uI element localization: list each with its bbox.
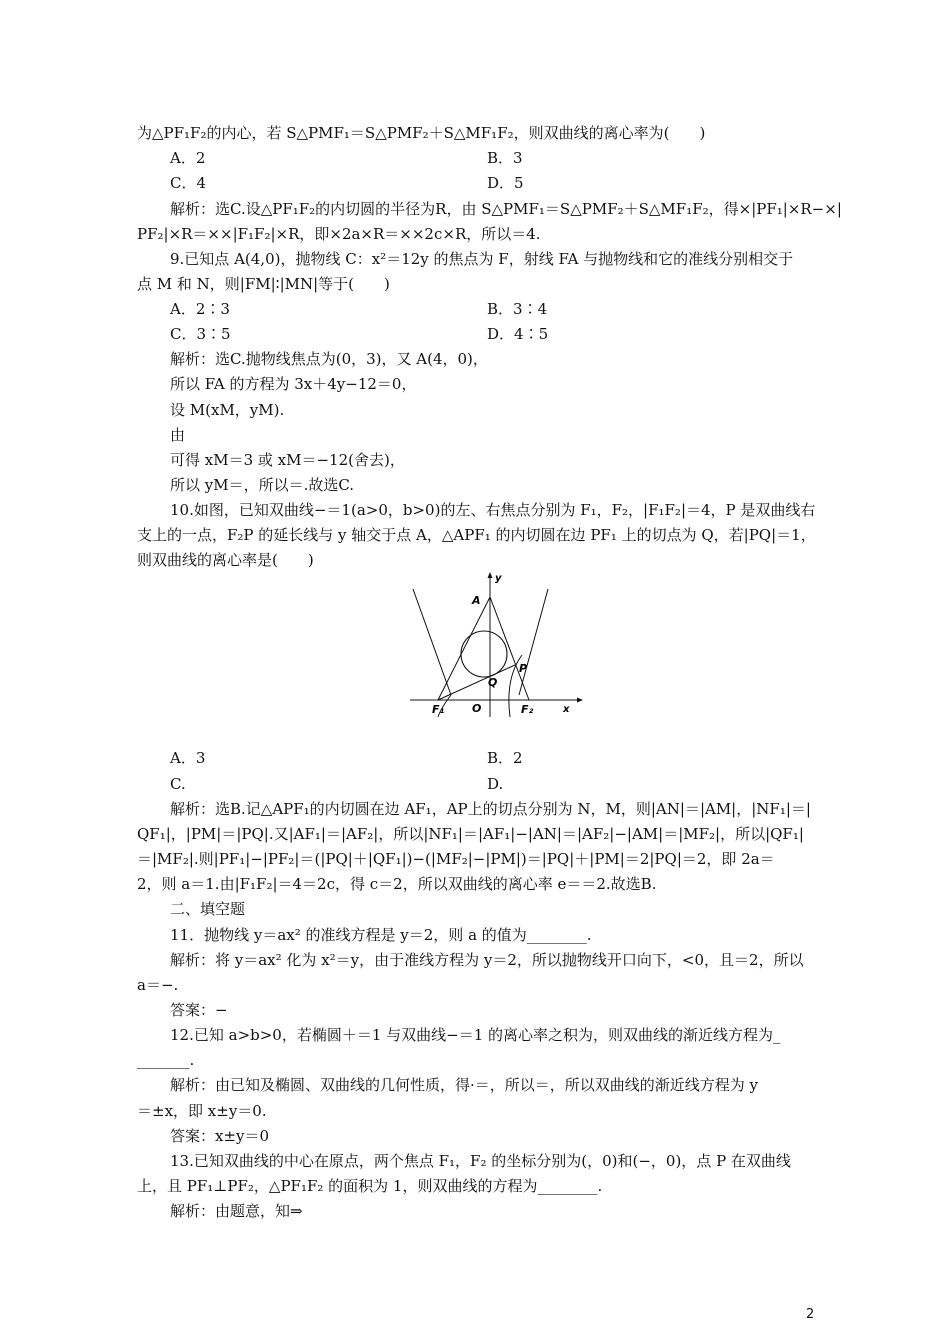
option-c: C．4 [170,174,207,192]
text-line: _______. [137,1051,195,1069]
solution-line: 解析：选C.设△PF₁F₂的内切圆的半径为R，由 S△PMF₁＝S△PMF₂＋S△MF₁F₂，得×|PF₁|×R−×| [170,200,842,218]
segment-af1 [438,597,490,700]
option-c: C. [170,775,186,793]
label-o: O [472,702,482,715]
solution-line: 解析：选C.抛物线焦点为(0，3)，又 A(4，0)， [170,350,488,368]
option-b: B．3∶4 [487,300,548,318]
text-line: 由 [170,426,186,444]
question-9: 9.已知点 A(4,0)，抛物线 C：x²＝12y 的焦点为 F，射线 FA 与抛物线和它的准线分别相交于 [170,250,794,268]
option-a: A．2 [170,149,206,167]
text-line: 所以 yM＝，所以＝.故选C. [170,476,355,494]
option-b: B．2 [487,749,523,767]
text-line: PF₂|×R＝××|F₁F₂|×R，即×2a×R＝××2c×R，所以＝4. [137,225,541,243]
text-line: 设 M(xM，yM). [170,401,285,419]
option-c: C．3∶5 [170,325,231,343]
solution-line: 解析：将 y＝ax² 化为 x²＝y，由于准线方程为 y＝2，所以抛物线开口向下，<0，且＝2，所以 [170,951,804,969]
text-line: 为△PF₁F₂的内心，若 S△PMF₁＝S△PMF₂＋S△MF₁F₂，则双曲线的离心率为( ) [137,124,706,142]
solution-line: 解析：由题意，知⇒ [170,1202,303,1220]
left-asymptote [413,589,451,695]
option-a: A．2∶3 [170,300,230,318]
page-number: 2 [806,1307,815,1322]
right-asymptote [519,589,548,695]
solution-line: 解析：由已知及椭圆、双曲线的几何性质，得·＝，所以＝，所以双曲线的渐近线方程为 y [170,1076,759,1094]
text-line: QF₁|，|PM|＝|PQ|.又|AF₁|＝|AF₂|，所以|NF₁|＝|AF₁|−|AN|＝|AF₂|−|AM|＝|MF₂|，所以|QF₁| [137,825,804,843]
label-y: y [495,573,502,584]
option-d: D. [487,775,504,793]
segment-f1p [438,665,515,700]
text-line: 则双曲线的离心率是( ) [137,551,314,569]
text-line: ＝±x，即 x±y＝0. [137,1102,267,1120]
option-b: B．3 [487,149,523,167]
answer-line: 答案：x±y＝0 [170,1127,270,1145]
incircle [461,631,507,677]
solution-line: 解析：选B.记△APF₁的内切圆在边 AF₁，AP上的切点分别为 N，M，则|AN|＝|AM|，|NF₁|＝| [170,800,811,818]
label-f1: F₁ [432,703,445,716]
text-line: 所以 FA 的方程为 3x＋4y−12＝0， [170,375,417,393]
y-axis-arrow [488,572,493,578]
text-line: 上，且 PF₁⊥PF₂，△PF₁F₂ 的面积为 1，则双曲线的方程为________. [137,1177,603,1195]
label-q: Q [488,676,498,689]
text-line: a＝−. [137,976,179,994]
question-10: 10.如图，已知双曲线−＝1(a>0，b>0)的左、右焦点分别为 F₁，F₂，|F₁F₂|＝4，P 是双曲线右 [170,501,816,519]
label-x: x [563,704,570,715]
question-11: 11．抛物线 y＝ax² 的准线方程是 y＝2，则 a 的值为________. [170,926,592,944]
text-line: ＝|MF₂|.则|PF₁|−|PF₂|＝(|PQ|＋|QF₁|)−(|MF₂|−|PM|)＝|PQ|＋|PM|＝2|PQ|＝2，即 2a＝ [137,850,775,868]
option-d: D．5 [487,174,524,192]
hyperbola-figure [405,569,585,719]
section-heading: 二、填空题 [170,900,246,918]
text-line: 支上的一点，F₂P 的延长线与 y 轴交于点 A，△APF₁ 的内切圆在边 PF₁ 上的切点为 Q，若|PQ|＝1， [137,526,816,544]
label-a: A [472,594,481,607]
text-line: 可得 xM＝3 或 xM＝−12(舍去)， [170,451,405,469]
option-a: A．3 [170,749,206,767]
option-d: D．4∶5 [487,325,549,343]
question-13: 13.已知双曲线的中心在原点，两个焦点 F₁，F₂ 的坐标分别为(，0)和(−，0)，点 P 在双曲线 [170,1152,791,1170]
answer-line: 答案：− [170,1001,228,1019]
text-line: 2，则 a＝1.由|F₁F₂|＝4＝2c，得 c＝2，所以双曲线的离心率 e＝＝2.故选B. [137,875,657,893]
x-axis-arrow [577,698,583,703]
label-p: P [519,662,528,675]
label-f2: F₂ [521,703,534,716]
question-12: 12.已知 a>b>0，若椭圆＋＝1 与双曲线−＝1 的离心率之积为，则双曲线的渐近线方程为_ [170,1026,781,1044]
text-line: 点 M 和 N，则|FM|∶|MN|等于( ) [137,275,390,293]
